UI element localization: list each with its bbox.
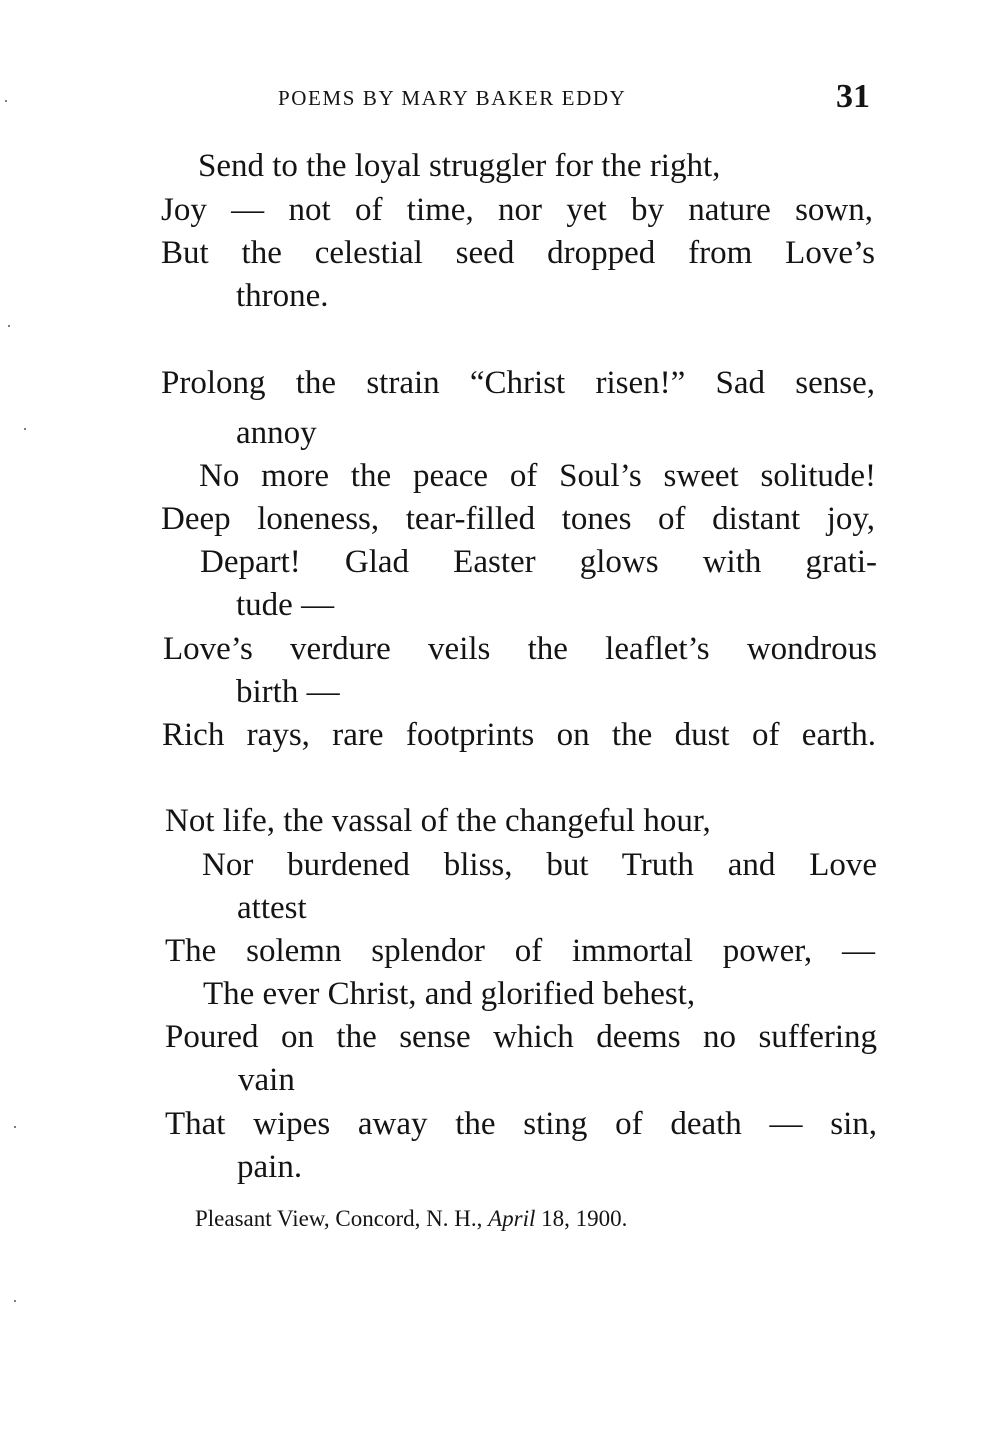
poem-line: But the celestial seed dropped from Love’s — [161, 235, 875, 271]
scan-speck — [8, 325, 10, 327]
dateline — [195, 1206, 627, 1232]
page-number: 31 — [836, 78, 870, 115]
poem-line: Rich rays, rare footprints on the dust of earth. — [162, 717, 876, 753]
dateline-month: April — [488, 1206, 536, 1231]
poem-line: annoy — [236, 415, 317, 451]
poem-line: Not life, the vassal of the changeful hour, — [165, 803, 711, 839]
scan-speck — [14, 1126, 16, 1128]
running-head: POEMS BY MARY BAKER EDDY — [278, 86, 627, 110]
scan-speck — [14, 1300, 16, 1302]
poem-line: The ever Christ, and glorified behest, — [203, 976, 696, 1012]
poem-line: That wipes away the sting of death — sin, — [165, 1106, 877, 1142]
poem-line: pain. — [237, 1149, 303, 1185]
poem-line: vain — [238, 1062, 295, 1098]
poem-line: Nor burdened bliss, but Truth and Love — [202, 847, 877, 883]
poem-line: Deep loneness, tear-filled tones of distant joy, — [161, 501, 875, 537]
poem-line: The solemn splendor of immortal power, — — [165, 933, 875, 969]
scan-speck — [24, 428, 26, 430]
poem-line: throne. — [236, 278, 329, 314]
poem-line: Send to the loyal struggler for the right, — [198, 148, 721, 184]
dateline-day-year: 18, 1900. — [541, 1206, 628, 1231]
poem-line: birth — — [236, 674, 340, 710]
poem-line: Depart! Glad Easter glows with grati- — [200, 544, 877, 580]
poem-line: Prolong the strain “Christ risen!” Sad sense, — [161, 365, 875, 401]
poem-line: attest — [237, 890, 307, 926]
poem-line: Love’s verdure veils the leaflet’s wondrous — [163, 631, 877, 667]
poem-line: No more the peace of Soul’s sweet solitude! — [199, 458, 876, 494]
poem-line: Poured on the sense which deems no suffering — [165, 1019, 877, 1055]
poem-line: tude — — [236, 587, 335, 623]
dateline-place: Pleasant View, Concord, N. H., — [195, 1206, 483, 1231]
scan-speck — [5, 100, 7, 102]
poem-line: Joy — not of time, nor yet by nature sown, — [161, 192, 873, 228]
